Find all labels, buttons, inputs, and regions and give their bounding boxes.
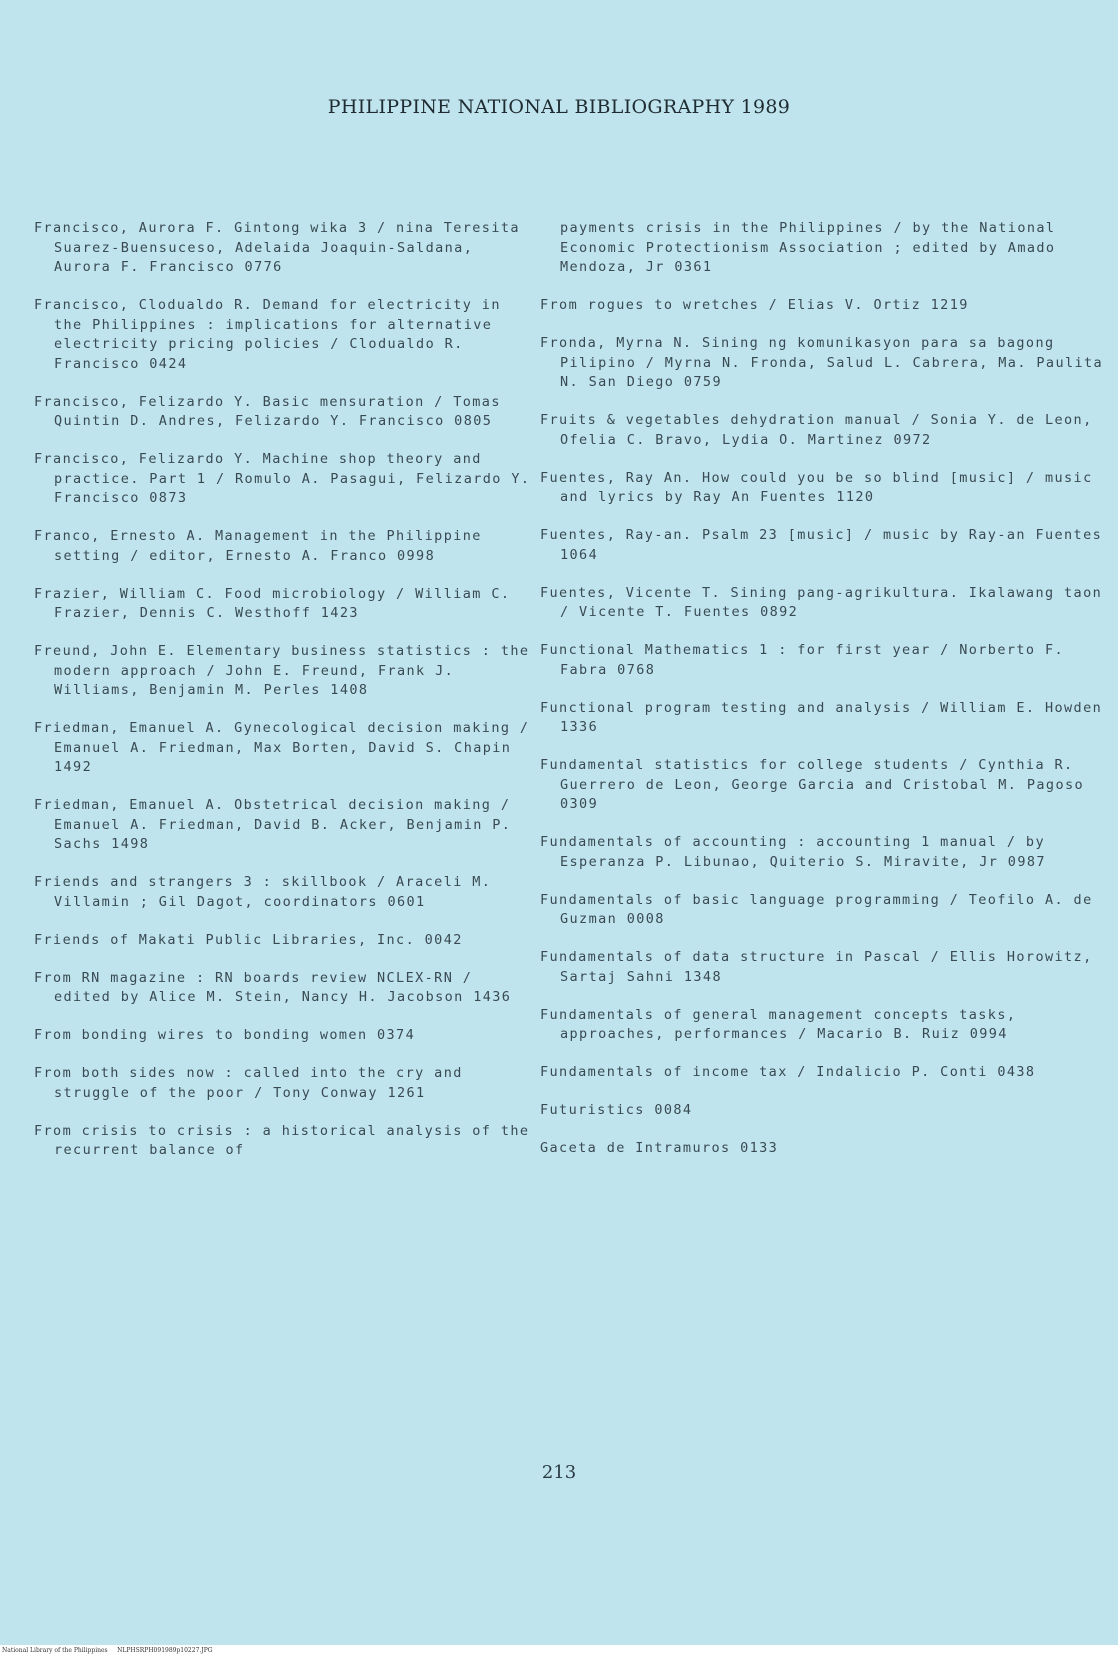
bibliography-entry: From crisis to crisis : a historical analysis of the recurrent balance of <box>34 1122 539 1158</box>
bibliography-entry: From bonding wires to bonding women 0374 <box>34 1027 416 1043</box>
page-number: 213 <box>541 1462 577 1483</box>
bibliography-entry: Fronda, Myrna N. Sining ng komunikasyon para sa bagong Pilipino / Myrna N. Fronda, Salud L. Cabrera, Ma. Paulita N. San Diego 0759 <box>540 335 1113 390</box>
left-column <box>34 219 540 1179</box>
bibliography-entry: From rogues to wretches / Elias V. Ortiz 1219 <box>540 297 969 313</box>
bibliography-entry: Freund, John E. Elementary business statistics : the modern approach / John E. Freund, Frank J. Williams, Benjamin M. Perles 1408 <box>34 643 539 698</box>
bibliography-entry: Fundamental statistics for college students / Cynthia R. Guerrero de Leon, George Garcia and Cristobal M. Pagoso 0309 <box>540 757 1094 812</box>
bibliography-entry: Frazier, William C. Food microbiology / William C. Frazier, Dennis C. Westhoff 1423 <box>34 585 520 621</box>
bibliography-entry: Friedman, Emanuel A. Gynecological decision making / Emanuel A. Friedman, Max Borten, David S. Chapin 1492 <box>34 720 539 775</box>
bibliography-entry: Functional Mathematics 1 : for first year / Norberto F. Fabra 0768 <box>540 642 1074 678</box>
scan-footer-caption: National Library of the Philippines NLPHSRPH091989p10227.JPG <box>2 1647 213 1654</box>
bibliography-entry: From RN magazine : RN boards review NCLEX-RN / edited by Alice M. Stein, Nancy H. Jacobson 1436 <box>34 969 512 1005</box>
bibliography-entry: Fundamentals of accounting : accounting 1 manual / by Esperanza P. Libunao, Quiterio S. Miravite, Jr 0987 <box>540 834 1055 870</box>
bibliography-entry: Francisco, Aurora F. Gintong wika 3 / nina Teresita Suarez-Buensuceso, Adelaida Joaquin-Saldana, Aurora F. Francisco 0776 <box>34 220 530 275</box>
right-column <box>540 219 1113 1177</box>
bibliography-entry: Fundamentals of income tax / Indalicio P. Conti 0438 <box>540 1064 1036 1080</box>
bibliography-entry: Francisco, Clodualdo R. Demand for electricity in the Philippines : implications for alternative electricity pricing policies / Clodualdo R. Francisco 0424 <box>34 297 511 372</box>
bibliography-entry: Fundamentals of data structure in Pascal / Ellis Horowitz, Sartaj Sahni 1348 <box>540 949 1103 985</box>
bibliography-entry: Fuentes, Ray An. How could you be so blind [music] / music and lyrics by Ray An Fuentes 1120 <box>540 469 1103 505</box>
bibliography-entry: Fundamentals of basic language programming / Teofilo A. de Guzman 0008 <box>540 891 1103 927</box>
bibliography-entry: Friedman, Emanuel A. Obstetrical decision making / Emanuel A. Friedman, David B. Acker, Benjamin P. Sachs 1498 <box>34 797 521 852</box>
bibliography-entry: Francisco, Felizardo Y. Machine shop theory and practice. Part 1 / Romulo A. Pasagui, Felizardo Y. Francisco 0873 <box>34 451 540 506</box>
bibliography-entry: From both sides now : called into the cry and struggle of the poor / Tony Conway 1261 <box>34 1065 473 1101</box>
bibliography-entry: Functional program testing and analysis / William E. Howden 1336 <box>540 699 1112 735</box>
bibliography-entry: Francisco, Felizardo Y. Basic mensuration / Tomas Quintin D. Andres, Felizardo Y. Francisco 0805 <box>34 393 511 429</box>
bibliography-entry: Gaceta de Intramuros 0133 <box>540 1140 779 1156</box>
bibliography-entry: Fuentes, Vicente T. Sining pang-agrikultura. Ikalawang taon / Vicente T. Fuentes 0892 <box>540 584 1112 620</box>
bibliography-entry: Fuentes, Ray-an. Psalm 23 [music] / music by Ray-an Fuentes 1064 <box>540 527 1112 563</box>
bibliography-entry: Franco, Ernesto A. Management in the Philippine setting / editor, Ernesto A. Franco 0998 <box>34 528 492 564</box>
bibliography-entry: Futuristics 0084 <box>540 1102 693 1118</box>
page-title: PHILIPPINE NATIONAL BIBLIOGRAPHY 1989 <box>327 96 791 118</box>
bibliography-entry: Friends of Makati Public Libraries, Inc. 0042 <box>34 931 463 948</box>
bibliography-entry-continuation: payments crisis in the Philippines / by the National Economic Protectionism Association ; edited by Amado Mendoza, Jr 0361 <box>560 220 1065 275</box>
bibliography-entry: Friends and strangers 3 : skillbook / Araceli M. Villamin ; Gil Dagot, coordinators 0601 <box>34 874 501 910</box>
bibliography-entry: Fundamentals of general management concepts tasks, approaches, performances / Macario B. Ruiz 0994 <box>540 1006 1026 1042</box>
bibliography-entry: Fruits & vegetables dehydration manual / Sonia Y. de Leon, Ofelia C. Bravo, Lydia O. Martinez 0972 <box>540 412 1103 448</box>
